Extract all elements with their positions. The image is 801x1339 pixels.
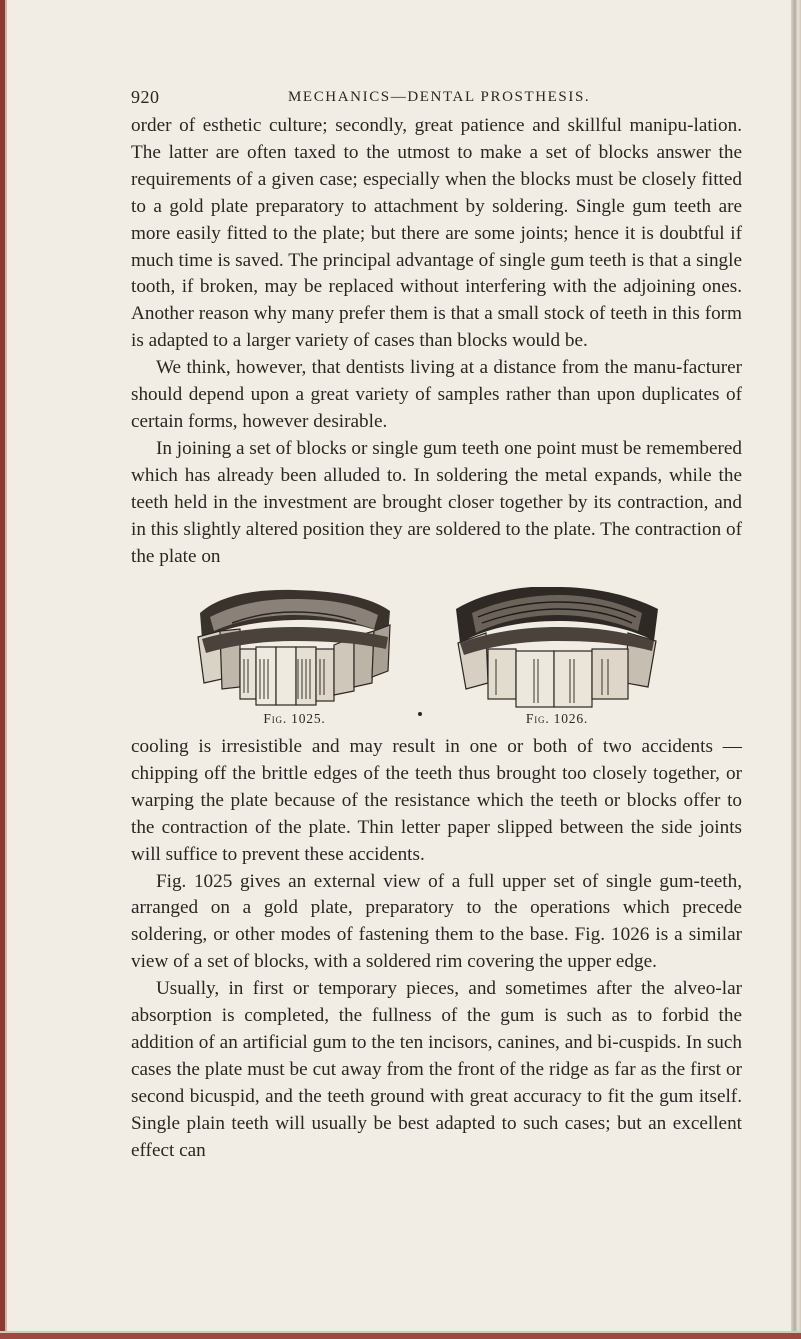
paragraph: Fig. 1025 gives an external view of a full upper set of single gum-teeth, arranged on a gold plate, preparatory to the operations which precede soldering, or other modes of fastening them to the base. Fig. 1026 is a similar view of a set of blocks, with a soldered rim covering the upper edge. [131, 870, 742, 973]
page-header [131, 87, 731, 111]
body-text-top [131, 113, 742, 570]
paragraph: order of esthetic culture; secondly, great patience and skillful manipu-lation. The latter are often taxed to the utmost to make a set of blocks answer the requirements of a given case; especially when the blocks must be closely fitted to a gold plate preparatory to attachment by soldering. Single gum teeth are more easily fitted to the plate; but there are some joints; hence it is doubtful if much time is saved. The principal advantage of single gum teeth is that a single tooth, if broken, may be replaced without interfering with the adjoining ones. Another reason why many prefer them is that a small stock of teeth in this form is adapted to a larger variety of cases than blocks would be. [131, 115, 742, 352]
paragraph: We think, however, that dentists living at a distance from the manu-facturer should depend upon a great variety of samples rather than upon duplicates of certain forms, however desirable. [131, 357, 742, 432]
figure-1025 [192, 587, 397, 735]
paragraph: Usually, in first or temporary pieces, and sometimes after the alveo-lar absorption is completed, the fullness of the gum is such as to forbid the addition of an artificial gum to the ten incisors, canines, and bi-cuspids. In such cases the plate must be cut away from the front of the ridge as far as the first or second bicuspid, and the teeth ground with great accuracy to fit the gum itself. Single plain teeth will usually be best adapted to such cases; but an excellent effect can [131, 978, 742, 1161]
figure-caption: Fig. 1026. [525, 711, 589, 726]
page-edge-right [791, 0, 801, 1339]
figure-caption: Fig. 1025. [263, 711, 326, 726]
page-edge-bottom [0, 1333, 801, 1339]
upper-denture-blocks-illustration [452, 587, 662, 709]
paragraph: cooling is irresistible and may result in one or both of two accidents —chipping off the brittle edges of the teeth thus brought too closely together, or warping the plate because of the resistance which the teeth or blocks offer to the contraction of the plate. Thin letter paper slipped between the side joints will suffice to prevent these accidents. [131, 736, 742, 865]
running-head: MECHANICS—DENTAL PROSTHESIS. [288, 89, 591, 105]
page-number: 920 [131, 87, 160, 107]
paragraph: In joining a set of blocks or single gum teeth one point must be remembered which has already been alluded to. In soldering the metal expands, while the teeth held in the investment are brought closer together by its contraction, and in this slightly altered position they are soldered to the plate. The contraction of the plate on [131, 437, 742, 567]
body-text-bottom [131, 734, 742, 1165]
figure-1026 [452, 587, 662, 735]
upper-denture-single-teeth-illustration [192, 587, 397, 709]
page-edge-left-shadow [5, 0, 7, 1339]
print-speck [418, 712, 422, 716]
